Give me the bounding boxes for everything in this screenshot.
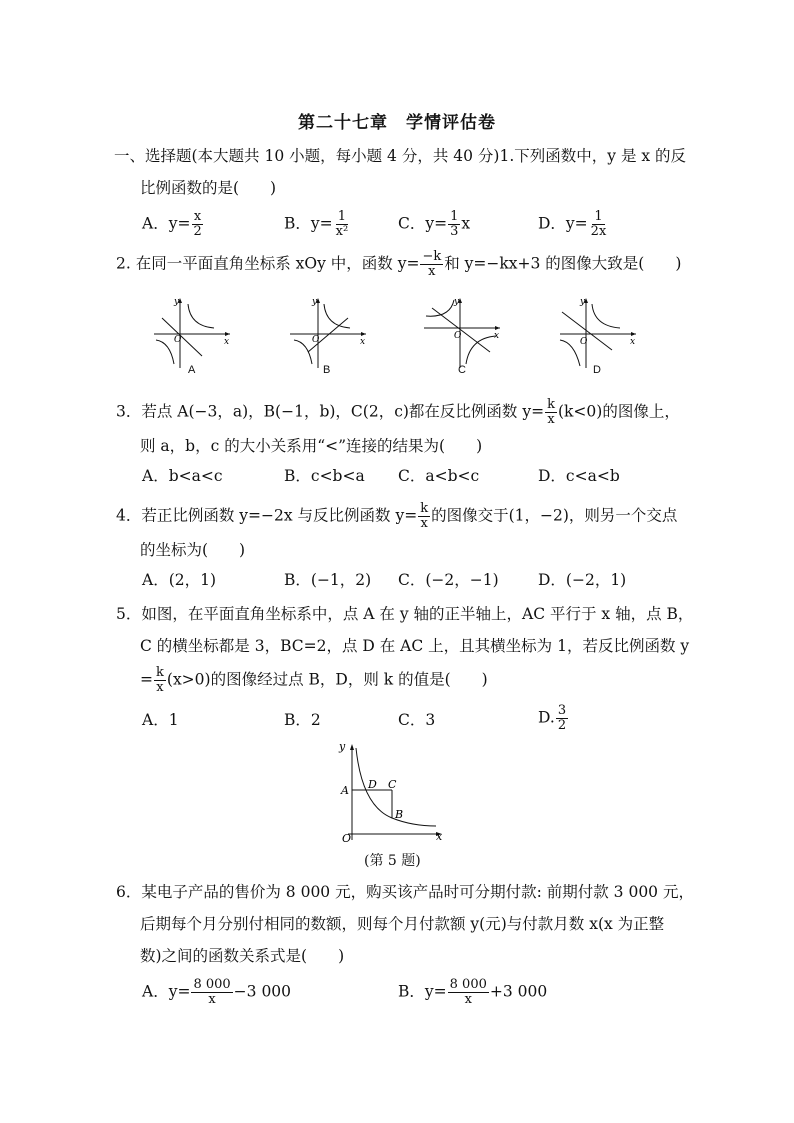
fig-point-c: C — [388, 778, 397, 791]
q1-option-b[interactable] — [284, 210, 351, 239]
q3-line2: 则 a，b，c 的大小关系用“<”连接的结果为( ) — [140, 437, 483, 455]
option-label: D．y= — [538, 214, 588, 233]
q2-stem-pre: 2. 在同一平面直角坐标系 xOy 中，函数 y= — [116, 254, 420, 273]
axis-y-label: y — [312, 297, 318, 307]
fraction — [334, 210, 351, 239]
q4-option-c[interactable]: C．(−2，−1) — [398, 571, 499, 589]
fraction — [589, 210, 609, 239]
q3-option-a[interactable]: A．b<a<c — [142, 467, 223, 485]
numerator: 1 — [337, 209, 347, 224]
numerator: k — [420, 501, 429, 516]
option-label: B．y= — [284, 214, 333, 233]
q2-graph-b[interactable] — [286, 294, 370, 374]
fraction — [556, 704, 568, 733]
denominator: x² — [335, 224, 349, 239]
q3-option-b[interactable]: B．c<b<a — [284, 467, 365, 485]
q5-line1: 5．如图，在平面直角坐标系中，点 A 在 y 轴的正半轴上，AC 平行于 x 轴，点 B， — [116, 605, 694, 623]
denominator: x — [156, 680, 164, 695]
q1-line1: 一、选择题(本大题共 10 小题，每小题 4 分，共 40 分)1.下列函数中，y 是 x 的反 — [114, 147, 687, 165]
denominator: x — [547, 412, 555, 427]
numerator: 1 — [594, 209, 603, 224]
option-label: C．y= — [398, 214, 448, 233]
option-label: A．y= — [142, 214, 191, 233]
axis-y-label: y — [580, 297, 586, 307]
denominator: 2 — [557, 718, 567, 733]
q2-graph-c[interactable] — [420, 294, 504, 374]
page-title: 第二十七章 学情评估卷 — [298, 113, 496, 133]
fig-origin-label: O — [342, 832, 352, 845]
option-tail: x — [461, 214, 471, 233]
q5-line3 — [140, 666, 488, 695]
numerator: k — [547, 397, 555, 412]
fig-point-a: A — [341, 784, 349, 797]
q2-stem-post: 和 y=−kx+3 的图像大致是( ) — [444, 254, 682, 273]
denominator: x — [420, 516, 428, 531]
fraction — [545, 398, 557, 427]
q5-figure-caption: (第 5 题) — [364, 853, 421, 869]
q5-option-d[interactable] — [538, 704, 569, 733]
fig-y-label: y — [339, 742, 346, 753]
numerator: 1 — [450, 209, 459, 224]
origin-label: O — [312, 335, 320, 345]
q4-stem-post: 的图像交于(1，−2)，则另一个交点 — [431, 506, 678, 525]
q6-line3: 数)之间的函数关系式是( ) — [140, 947, 345, 965]
q6-line1: 6．某电子产品的售价为 8 000 元，购买该产品时可分期付款: 前期付款 3 000 元， — [116, 883, 694, 901]
axis-x-label: x — [224, 337, 230, 347]
fraction — [420, 250, 443, 279]
q2-graph-a[interactable] — [150, 294, 234, 374]
axis-x-label: x — [630, 337, 636, 347]
origin-label: O — [580, 337, 588, 347]
q5-line3-post: (x>0)的图像经过点 B，D，则 k 的值是( ) — [166, 670, 488, 689]
q1-option-c[interactable] — [398, 210, 470, 239]
q2-label-d: D — [593, 364, 601, 376]
axis-y-label: y — [174, 297, 180, 307]
fig-point-d: D — [368, 778, 377, 791]
fraction — [191, 978, 232, 1007]
numerator: 8 000 — [193, 977, 231, 992]
option-tail: +3 000 — [489, 982, 548, 1001]
q3-stem-post: (k<0)的图像上， — [557, 402, 680, 421]
numerator: −k — [422, 249, 442, 264]
q4-stem — [116, 502, 677, 531]
q6-option-b[interactable] — [398, 978, 547, 1007]
q5-option-a[interactable]: A．1 — [142, 711, 179, 729]
numerator: x — [193, 209, 202, 224]
option-label: D. — [538, 708, 555, 727]
denominator: x — [208, 992, 216, 1007]
numerator: 3 — [557, 703, 567, 718]
fig-point-b: B — [395, 808, 404, 821]
q4-stem-pre: 4．若正比例函数 y=−2x 与反比例函数 y= — [116, 506, 418, 525]
numerator: k — [156, 665, 164, 680]
denominator: 2 — [193, 224, 202, 239]
q2-graph-d[interactable] — [556, 294, 640, 374]
q3-option-c[interactable]: C．a<b<c — [398, 467, 480, 485]
option-label: A．y= — [142, 982, 191, 1001]
q2-label-a: A — [188, 364, 196, 376]
q3-stem — [116, 398, 680, 427]
axis-x-label: x — [494, 331, 500, 341]
axis-y-label: y — [454, 297, 460, 307]
q5-option-c[interactable]: C．3 — [398, 711, 436, 729]
q5-line2: C 的横坐标都是 3，BC=2，点 D 在 AC 上，且其横坐标为 1，若反比例函数 y — [140, 637, 690, 655]
fraction — [191, 210, 203, 239]
numerator: 8 000 — [449, 977, 487, 992]
fraction — [154, 666, 166, 695]
denominator: 2x — [590, 224, 607, 239]
denominator: x — [464, 992, 472, 1007]
fraction — [448, 978, 489, 1007]
q5-option-b[interactable]: B．2 — [284, 711, 321, 729]
fraction — [448, 210, 460, 239]
q4-option-d[interactable]: D．(−2，1) — [538, 571, 627, 589]
q1-line2: 比例函数的是( ) — [140, 179, 277, 197]
q2-stem — [116, 250, 681, 279]
fraction — [418, 502, 430, 531]
q3-stem-pre: 3．若点 A(−3，a)，B(−1，b)，C(2，c)都在反比例函数 y= — [116, 402, 545, 421]
q4-option-b[interactable]: B．(−1，2) — [284, 571, 372, 589]
denominator: x — [428, 264, 436, 279]
q3-option-d[interactable]: D．c<a<b — [538, 467, 620, 485]
q5-line3-pre: = — [140, 670, 153, 689]
origin-label: O — [174, 335, 182, 345]
q6-option-a[interactable] — [142, 978, 291, 1007]
q1-option-a[interactable] — [142, 210, 205, 239]
axis-x-label: x — [360, 337, 366, 347]
option-tail: −3 000 — [233, 982, 292, 1001]
q2-label-b: B — [323, 364, 331, 376]
q2-label-c: C — [458, 364, 466, 376]
origin-label: O — [454, 331, 462, 341]
q4-line2: 的坐标为( ) — [140, 541, 246, 559]
denominator: 3 — [450, 224, 459, 239]
q5-figure — [336, 742, 448, 846]
q6-line2: 后期每个月分别付相同的数额，则每个月付款额 y(元)与付款月数 x(x 为正整 — [140, 915, 665, 933]
fig-x-label: x — [436, 830, 443, 843]
option-label: B．y= — [398, 982, 447, 1001]
q4-option-a[interactable]: A．(2，1) — [142, 571, 217, 589]
q1-option-d[interactable] — [538, 210, 609, 239]
